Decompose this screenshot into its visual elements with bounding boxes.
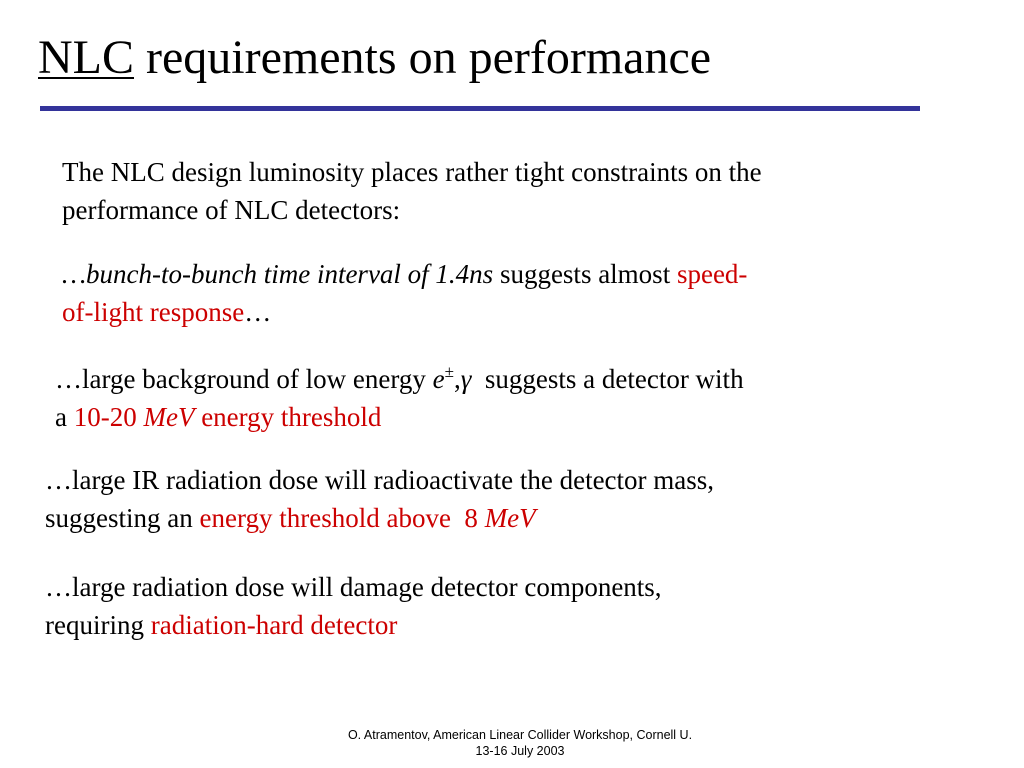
point-ir-dose xyxy=(45,461,714,537)
point-time-interval-line-2 xyxy=(62,293,747,331)
point-time-interval xyxy=(62,255,747,331)
threshold-unit: MeV xyxy=(143,402,195,432)
gamma-symbol: γ xyxy=(460,364,472,394)
intro-line-2: performance of NLC detectors: xyxy=(62,195,401,225)
time-interval-phrase: …bunch-to-bunch time interval of 1.4ns xyxy=(62,259,494,289)
radiation-damage-lead: requiring xyxy=(45,610,151,640)
intro-line-1: The NLC design luminosity places rather tight constraints on the xyxy=(62,157,762,187)
point-background-line-1 xyxy=(55,360,744,398)
footer-line-2: 13-16 July 2003 xyxy=(475,744,565,758)
speed-of-light-highlight-1: speed- xyxy=(676,259,748,289)
background-lead: …large background of low energy xyxy=(55,364,433,394)
plus-minus-symbol: ± xyxy=(444,362,454,381)
threshold-range: 10-20 xyxy=(73,402,144,432)
speed-of-light-highlight-2: of-light response xyxy=(62,297,245,327)
point-background-line-2 xyxy=(55,398,744,436)
point-ir-dose-line-1: …large IR radiation dose will radioactivate the detector mass, xyxy=(45,465,715,495)
slide-title xyxy=(38,28,711,88)
time-interval-end: … xyxy=(244,297,272,327)
threshold-text: energy threshold xyxy=(194,402,382,432)
background-a: a xyxy=(55,402,74,432)
footer-line-1: O. Atramentov, American Linear Collider Workshop, Cornell U. xyxy=(347,728,693,742)
ir-dose-lead: suggesting an xyxy=(45,503,200,533)
point-ir-dose-line-2 xyxy=(45,499,714,537)
point-radiation-damage-line-1: …large radiation dose will damage detector components, xyxy=(45,572,662,602)
point-radiation-damage-line-2 xyxy=(45,606,662,644)
title-acronym: NLC xyxy=(38,31,134,84)
background-tail: suggests a detector with xyxy=(471,364,744,394)
title-underline-rule xyxy=(40,106,920,111)
intro-paragraph xyxy=(62,153,762,229)
point-background xyxy=(55,360,744,436)
title-text: requirements on performance xyxy=(134,31,712,84)
electron-symbol: e xyxy=(432,364,445,394)
radiation-hard-highlight: radiation-hard detector xyxy=(150,610,398,640)
slide-footer xyxy=(300,727,740,759)
point-time-interval-line-1 xyxy=(62,255,747,293)
point-radiation-damage xyxy=(45,568,662,644)
ir-threshold-unit: MeV xyxy=(484,503,536,533)
ir-threshold-highlight: energy threshold above 8 xyxy=(199,503,485,533)
time-interval-mid: suggests almost xyxy=(493,259,677,289)
symbol-comma: , xyxy=(453,364,461,394)
